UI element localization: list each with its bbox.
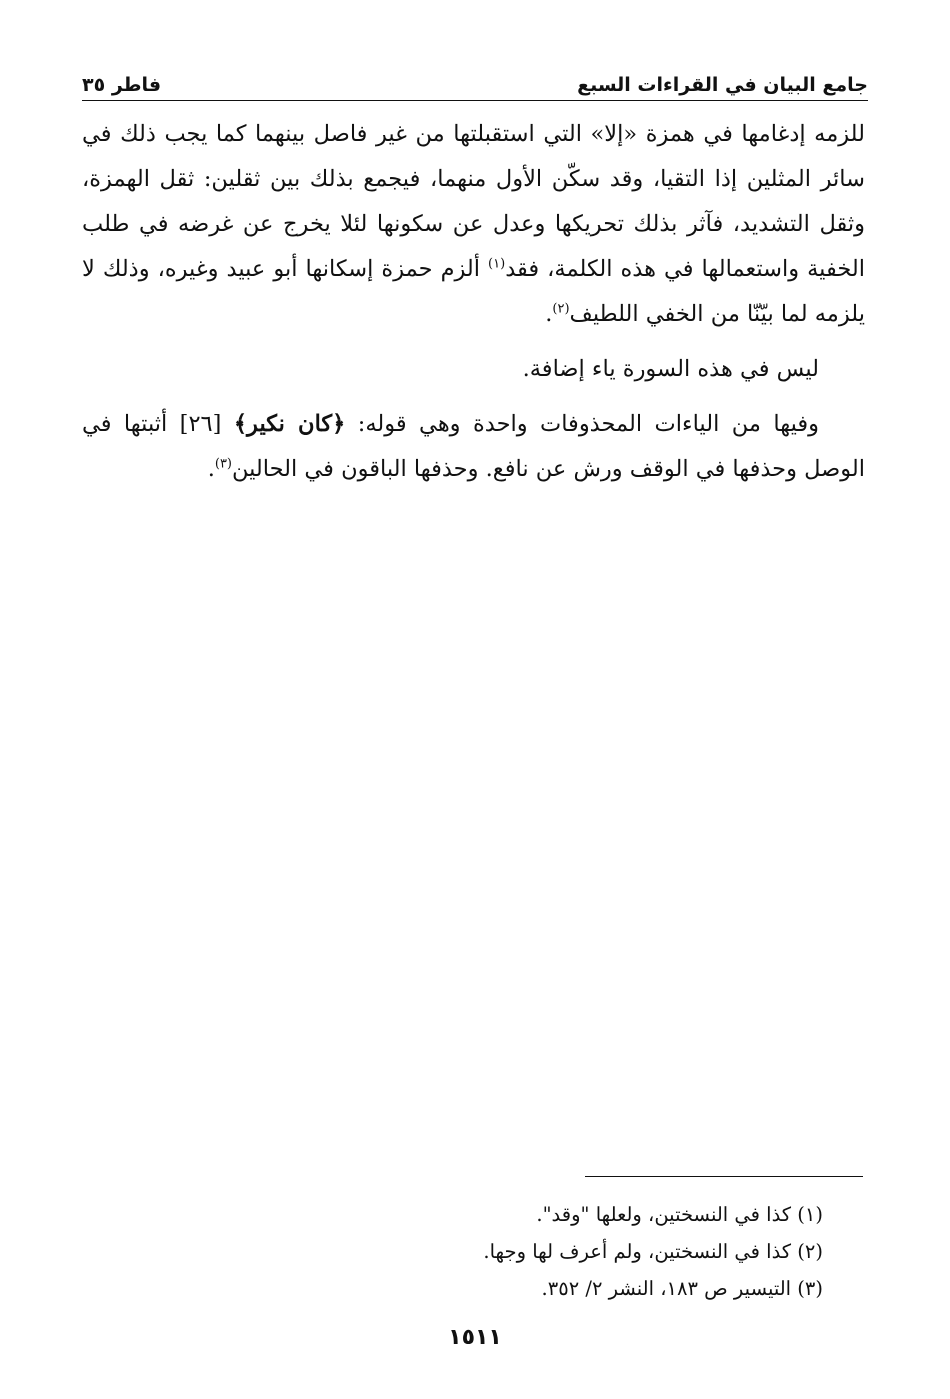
footnote-divider <box>585 1176 863 1177</box>
paragraph-1-text-c: . <box>545 301 553 327</box>
footnotes <box>82 1196 823 1307</box>
paragraph-3 <box>82 402 865 492</box>
footnote-ref-3: (٣) <box>214 456 232 472</box>
paragraph-1-text-a: للزمه إدغامها في همزة «إلا» التي استقبلتها من غير فاصل بينهما كما يجب ذلك في سائر المثلين إذا التقيا، وقد سكّن الأول منهما، فيجمع بذلك بين ثقلين: ثقل الهمزة، وثقل التشديد، فآثر بذلك تحريكها وعدل عن سكونها لئلا يخرج عن غرضه في طلب الخفية واستعمالها في هذه الكلمة، فقد <box>82 121 865 282</box>
main-text <box>82 112 865 502</box>
footnote-ref-2: (٢) <box>552 301 570 317</box>
paragraph-3-text-b: [٢٦] أثبتها في الوصل وحذفها في الوقف ورش عن نافع. وحذفها الباقون في الحالين <box>82 411 865 482</box>
footnote-3: (٣) التيسير ص ١٨٣، النشر ٢/ ٣٥٢. <box>541 1277 823 1300</box>
book-title: جامع البيان في القراءات السبع <box>577 74 868 96</box>
paragraph-3-text-c: . <box>207 456 215 482</box>
paragraph-1-text-b: ألزم حمزة إسكانها أبو عبيد وغيره، وذلك لا يلزمه لما بيّنّا من الخفي اللطيف <box>82 256 865 327</box>
footnote-ref-1: (١) <box>488 256 506 272</box>
paragraph-3-text-a: وفيها من الياءات المحذوفات واحدة وهي قوله: <box>345 411 819 437</box>
running-header <box>82 58 868 101</box>
page-number: ١٥١١ <box>448 1325 502 1350</box>
paragraph-1 <box>82 112 865 337</box>
footnote-1: (١) كذا في النسختين، ولعلها "وقد". <box>536 1203 823 1226</box>
footnote-2: (٢) كذا في النسختين، ولم أعرف لها وجها. <box>483 1240 823 1263</box>
quran-quote: ﴿كان نكير﴾ <box>233 411 346 437</box>
paragraph-2: ليس في هذه السورة ياء إضافة. <box>522 356 819 382</box>
surah-label: فاطر ٣٥ <box>82 74 162 96</box>
